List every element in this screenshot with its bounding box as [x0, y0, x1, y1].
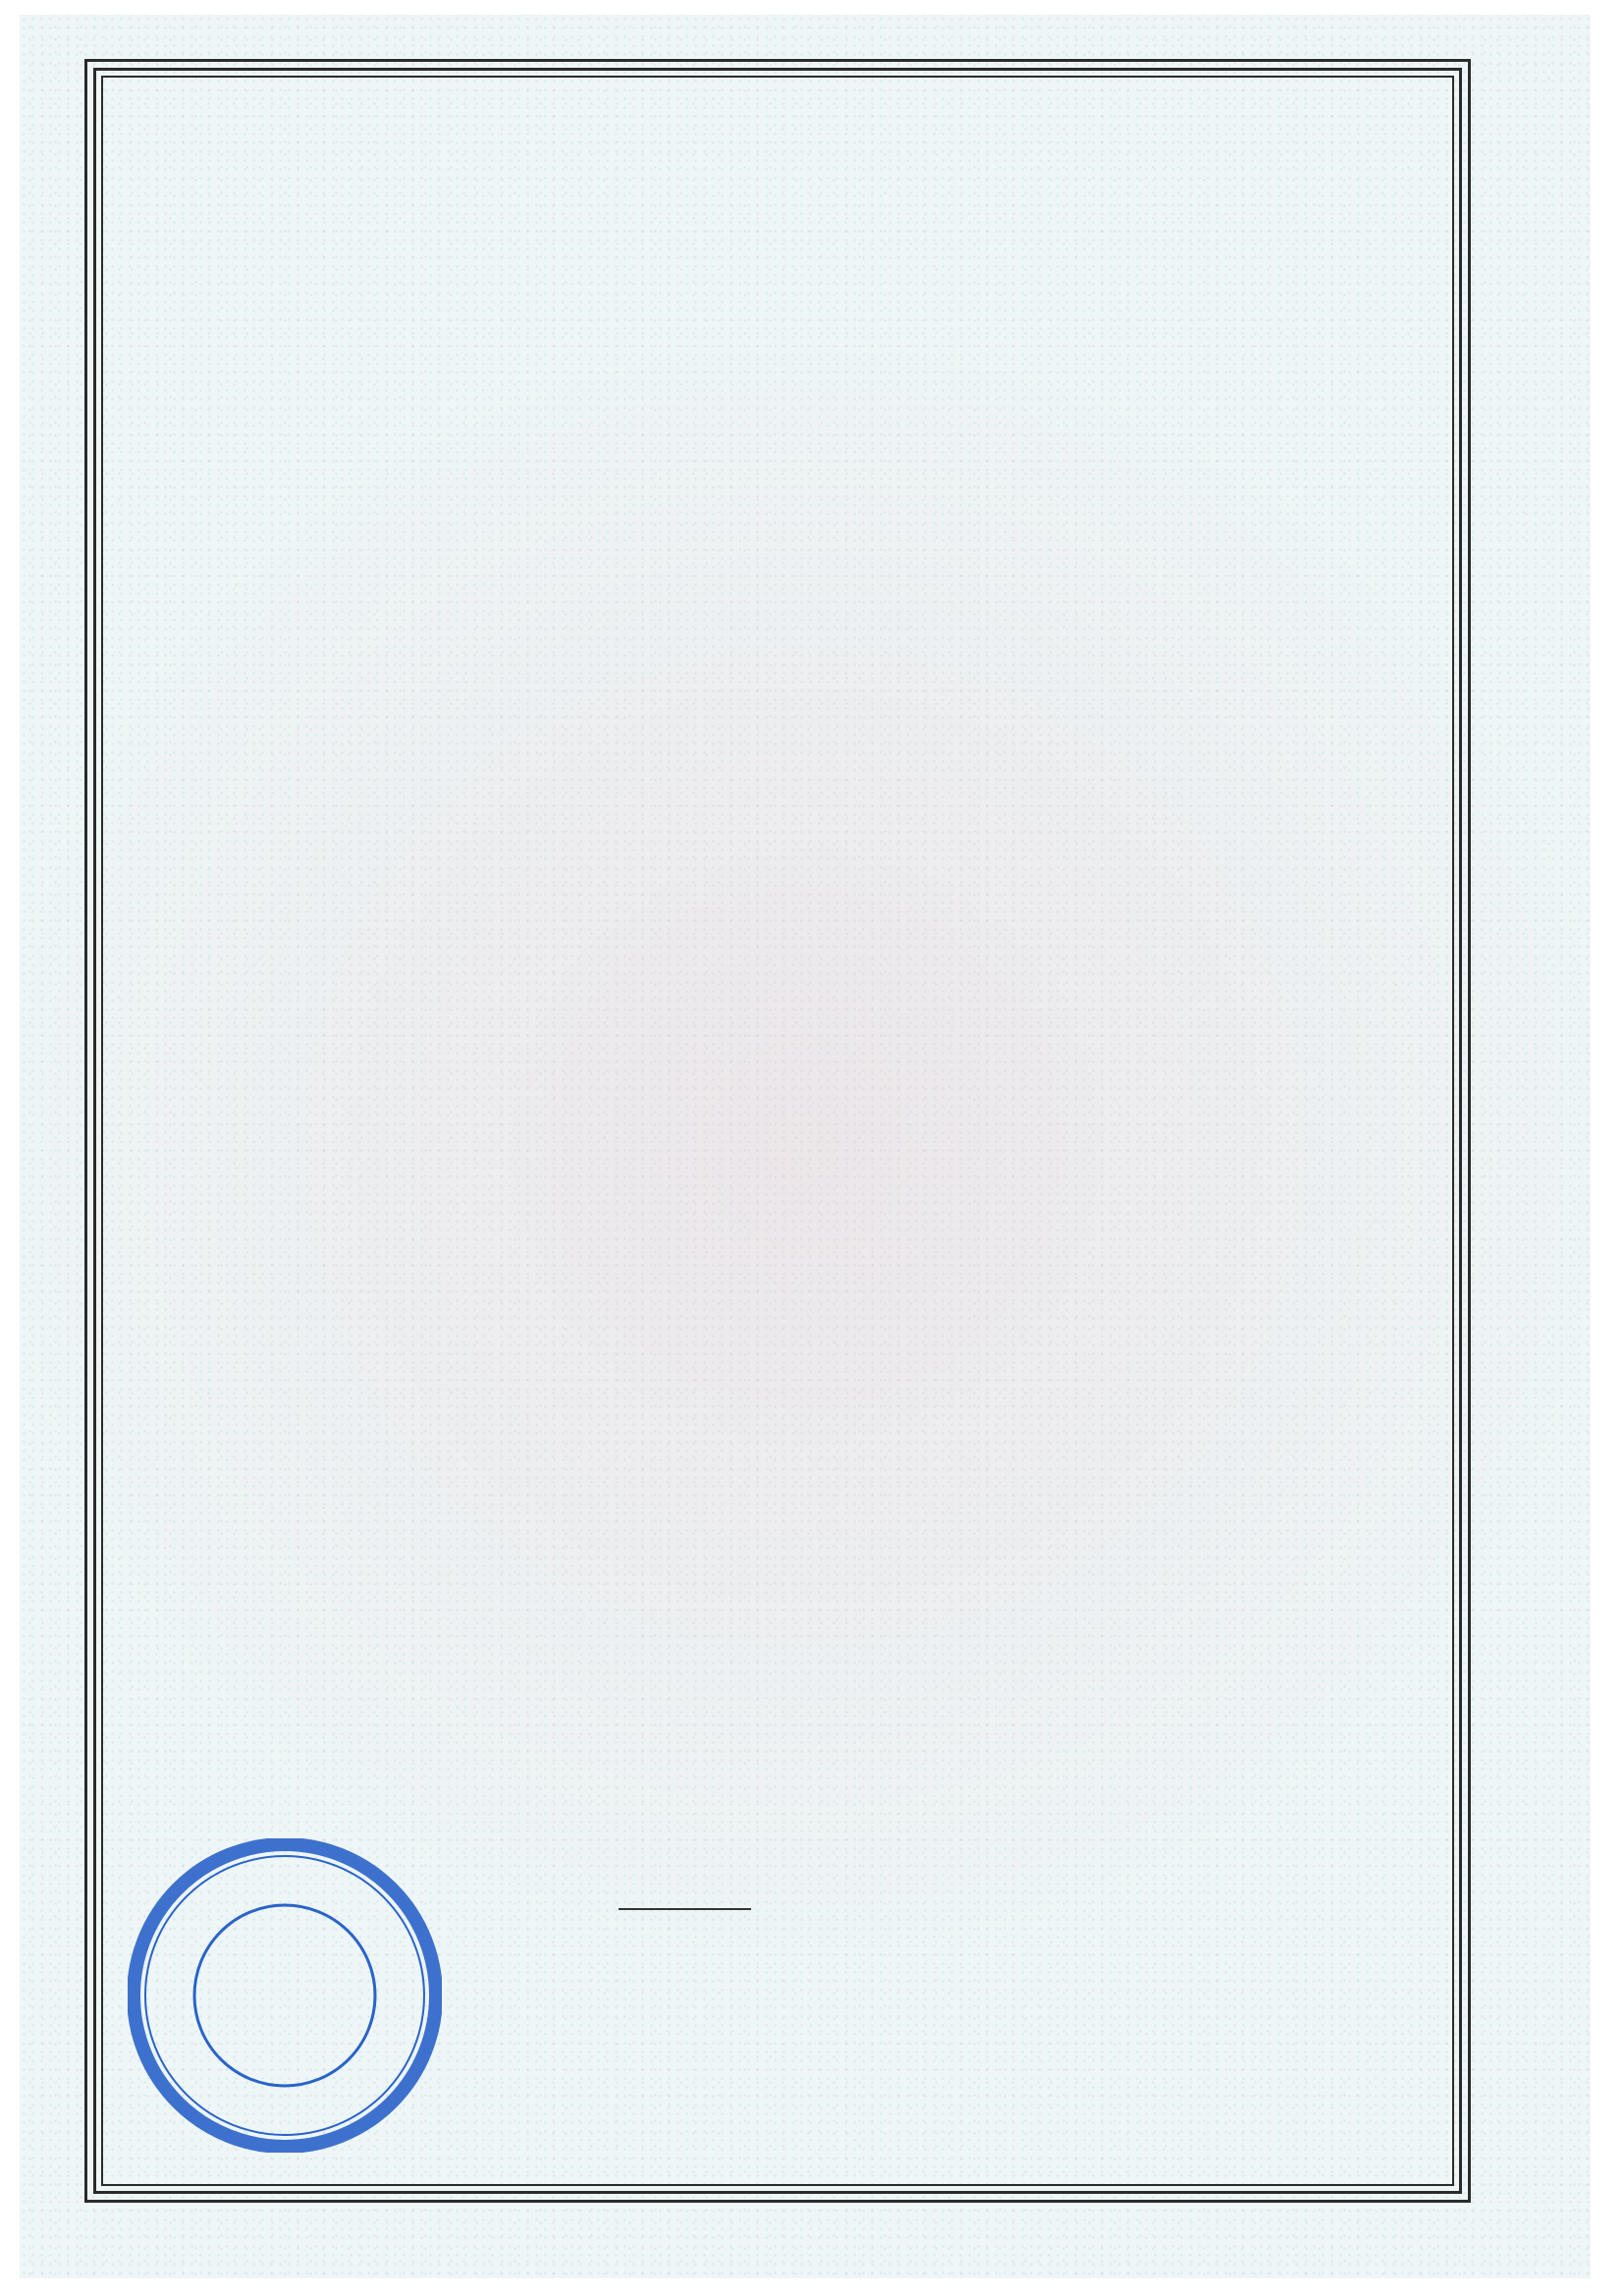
blank-number-row [1200, 576, 1217, 620]
issued-to-row [154, 1383, 167, 1415]
validity-row [506, 504, 651, 536]
certificate-number-row [506, 422, 513, 455]
product-row [154, 891, 161, 923]
stamp-ring [145, 1856, 424, 2135]
basis-section [154, 1585, 167, 1619]
samaratest-stamp [128, 1838, 442, 2153]
manufacturer-row [154, 1210, 167, 1242]
head-signature-line [619, 1908, 751, 1910]
stamp-outer-ring [134, 1844, 436, 2147]
additional-info-section [154, 1732, 167, 1769]
stamp-inner-ring [194, 1905, 375, 2086]
